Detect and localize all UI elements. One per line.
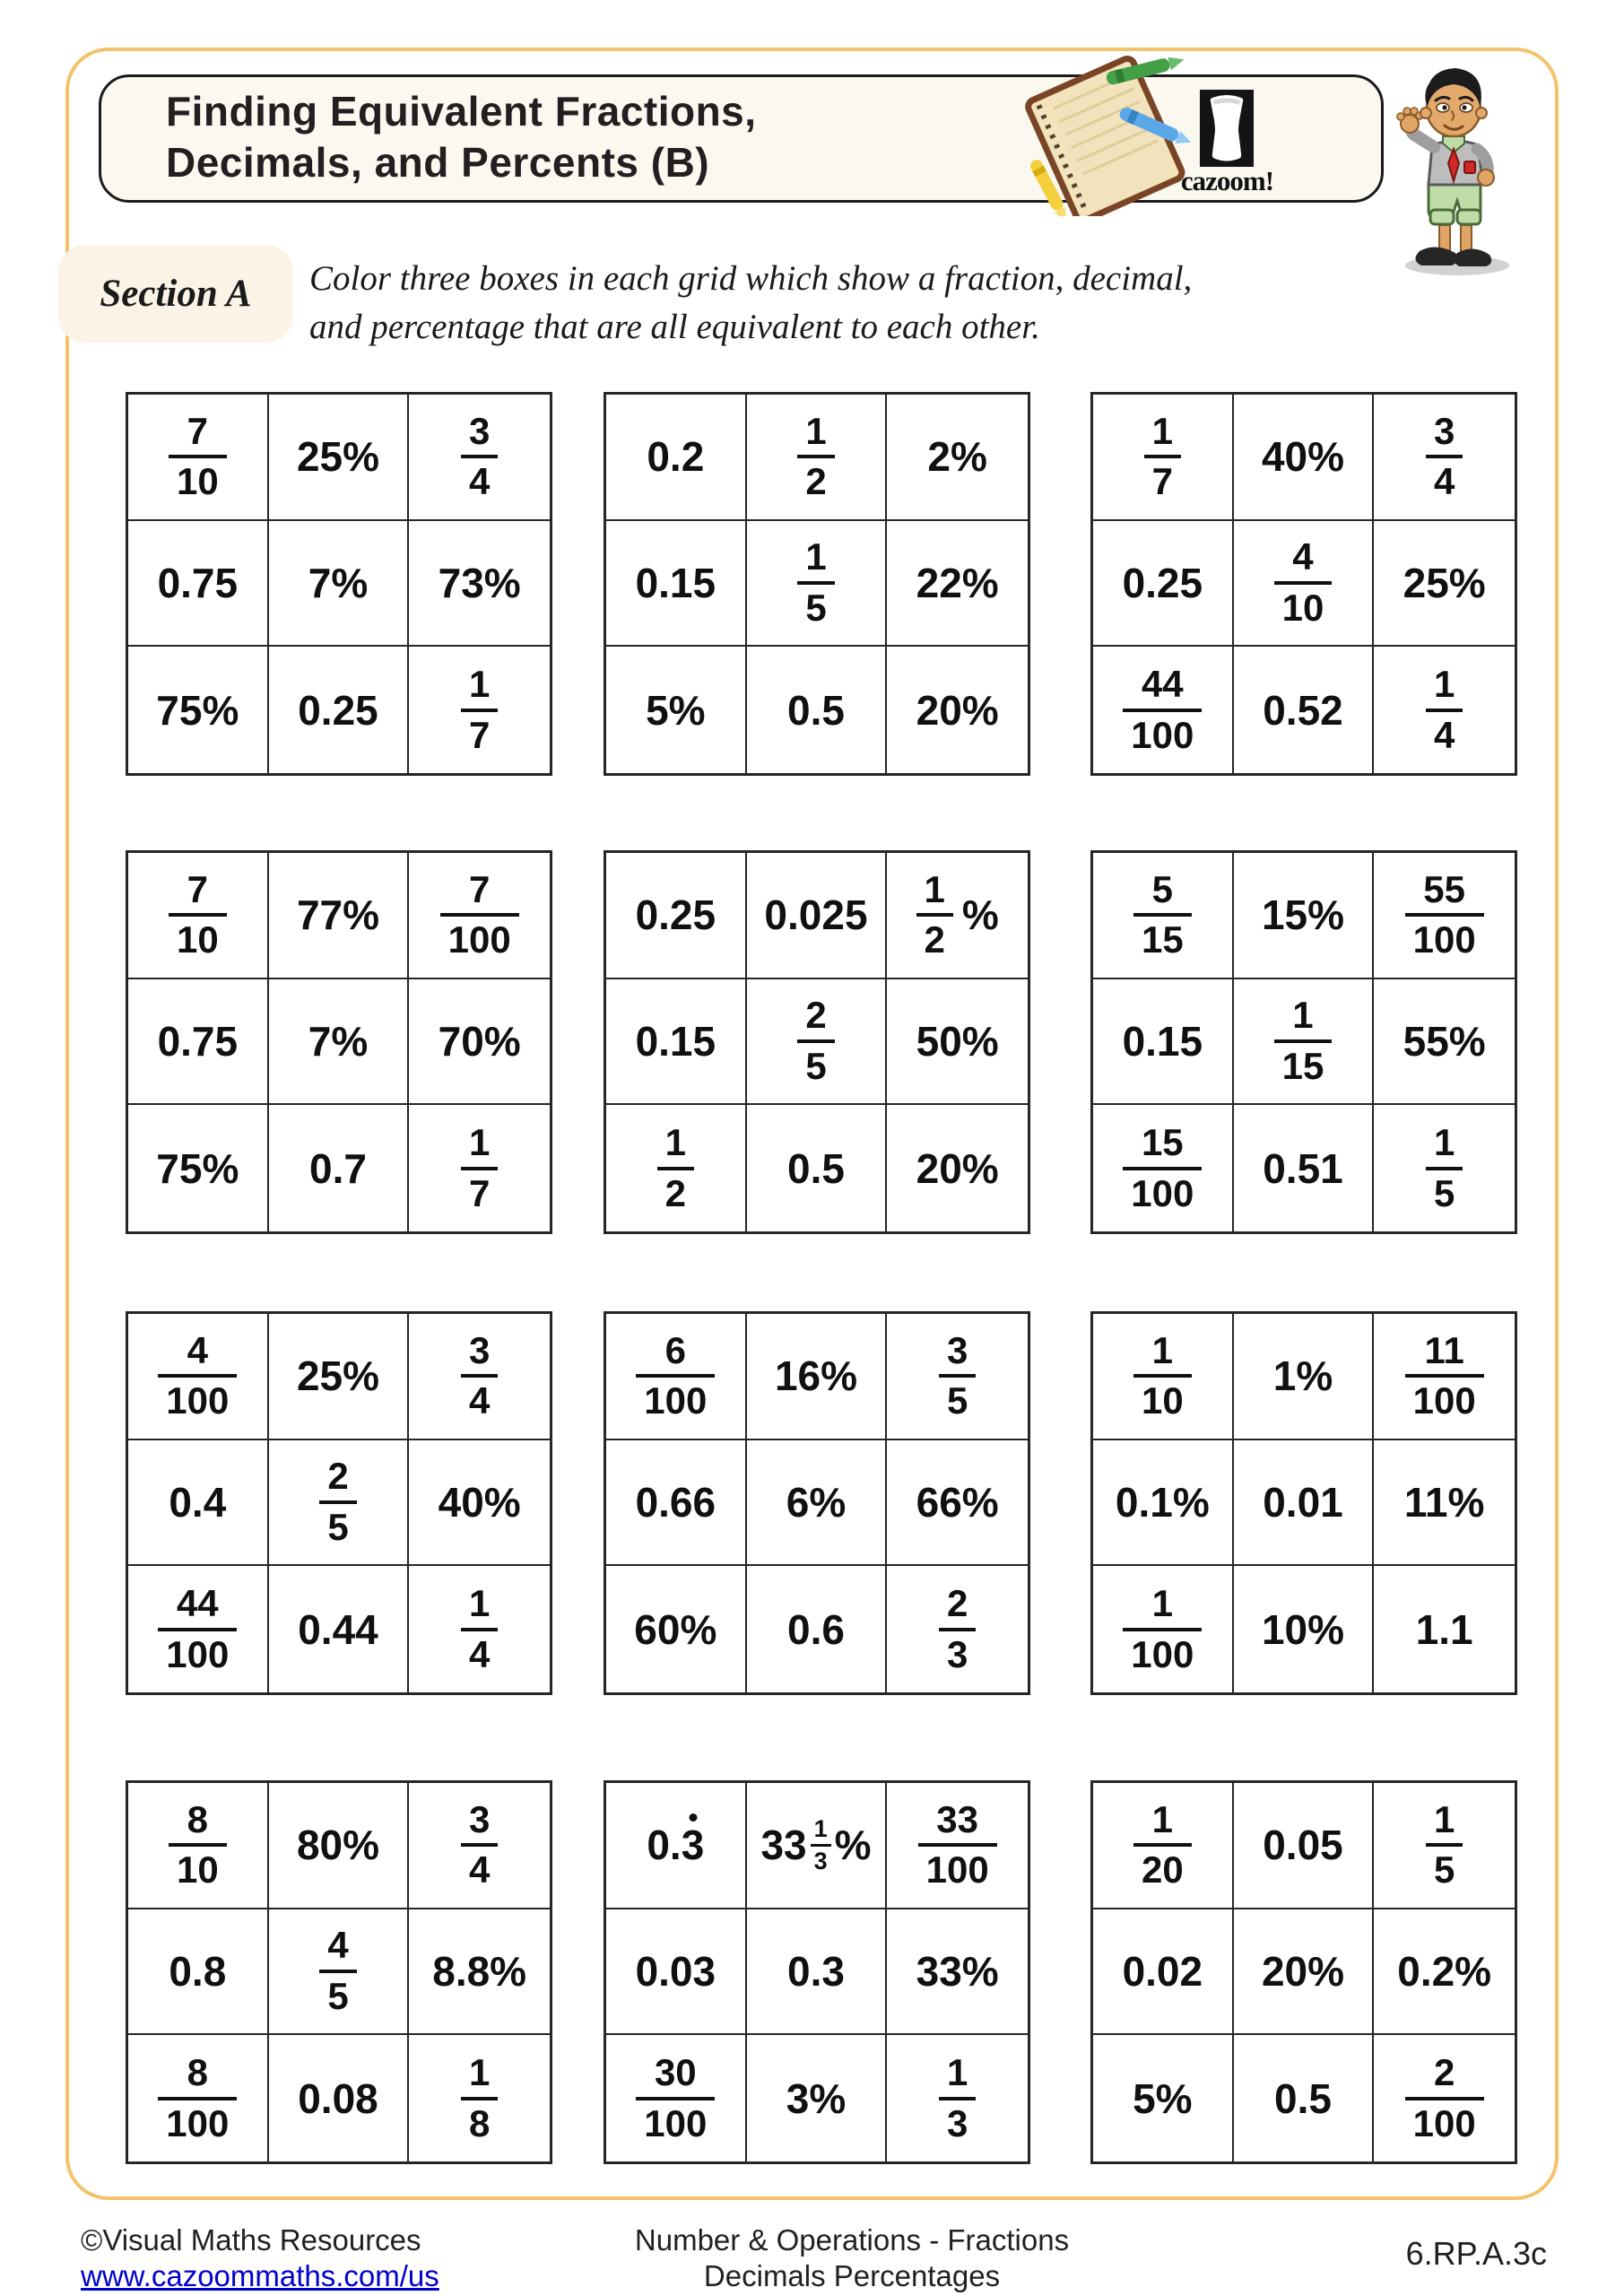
cell-value: 0.66 bbox=[635, 1478, 716, 1526]
grid-cell[interactable] bbox=[887, 1566, 1028, 1692]
cell-value: 70% bbox=[438, 1017, 521, 1065]
grid-cell[interactable] bbox=[1234, 1440, 1375, 1567]
fraction-value: $\frac{30}{100}$ bbox=[636, 2054, 715, 2144]
cell-value: 25% bbox=[296, 1352, 380, 1400]
grid-cell[interactable] bbox=[409, 521, 550, 648]
grid-cell[interactable] bbox=[409, 1909, 550, 2036]
grid-cell[interactable] bbox=[1093, 521, 1234, 648]
grid-cell[interactable] bbox=[128, 853, 269, 979]
cell-value: 2% bbox=[927, 433, 987, 481]
cell-value: 33% bbox=[916, 1947, 999, 1995]
cell-value: 0.3 bbox=[787, 1947, 845, 1995]
grid-cell[interactable] bbox=[887, 1783, 1028, 1909]
grid-cell[interactable] bbox=[128, 1783, 269, 1909]
grid-cell[interactable] bbox=[1093, 1105, 1234, 1231]
grid-cell[interactable] bbox=[887, 1440, 1028, 1567]
grid-cell[interactable] bbox=[1234, 1566, 1375, 1692]
grid-cell[interactable] bbox=[269, 1909, 410, 2036]
grid-cell[interactable] bbox=[1374, 2035, 1515, 2161]
cell-value: 0.15 bbox=[635, 1017, 716, 1065]
cell-value: 0.15 bbox=[635, 559, 716, 606]
grid-cell[interactable] bbox=[606, 979, 747, 1106]
cazoom-logo-icon bbox=[1200, 90, 1254, 167]
grid-cell[interactable] bbox=[1093, 1783, 1234, 1909]
fraction-value: $\frac{1}{3}$ bbox=[939, 2054, 976, 2144]
grid-cell[interactable] bbox=[747, 1314, 888, 1440]
fraction-value: $\frac{1}{10}$ bbox=[1133, 1332, 1192, 1422]
grid-cell[interactable] bbox=[606, 1314, 747, 1440]
grid-cell[interactable] bbox=[269, 1105, 410, 1231]
grid-cell[interactable] bbox=[887, 1314, 1028, 1440]
grid-cell[interactable] bbox=[269, 647, 410, 773]
page-title-line2: Decimals, and Percents (B) bbox=[166, 139, 710, 186]
fraction-value: $\frac{1}{15}$ bbox=[1274, 996, 1333, 1086]
cell-value: 50% bbox=[916, 1017, 999, 1065]
grid-cell[interactable] bbox=[887, 521, 1028, 648]
grid-cell[interactable] bbox=[1374, 979, 1515, 1106]
grid-cell[interactable] bbox=[747, 1105, 888, 1231]
grid-cell[interactable] bbox=[1234, 1783, 1375, 1909]
fraction-value: $\frac{3}{4}$ bbox=[461, 413, 498, 502]
section-a-label: Section A bbox=[100, 273, 252, 315]
grid-cell[interactable] bbox=[1374, 1566, 1515, 1692]
copyright-text: ©Visual Maths Resources bbox=[81, 2223, 421, 2257]
grid-cell[interactable] bbox=[606, 1909, 747, 2036]
grid-cell[interactable] bbox=[1093, 979, 1234, 1106]
cell-value: 22% bbox=[916, 559, 999, 606]
fraction-value: $\frac{11}{100}$ bbox=[1405, 1332, 1484, 1422]
fraction-value: $\frac{3}{4}$ bbox=[461, 1801, 498, 1891]
grid-cell[interactable] bbox=[887, 979, 1028, 1106]
grid-cell[interactable] bbox=[747, 853, 888, 979]
page-title bbox=[166, 86, 757, 188]
cell-value: 0.7 bbox=[309, 1144, 367, 1192]
grid-cell[interactable] bbox=[887, 853, 1028, 979]
grid-cell[interactable] bbox=[409, 1314, 550, 1440]
grid-cell[interactable] bbox=[128, 647, 269, 773]
equivalence-grid-11 bbox=[604, 1780, 1030, 2164]
cell-value: 1.1 bbox=[1415, 1605, 1473, 1653]
fraction-value: $\frac{1}{4}$ bbox=[461, 1585, 498, 1674]
cell-value: 6% bbox=[786, 1478, 847, 1526]
cell-value: 0.03 bbox=[635, 1947, 716, 1995]
grid-cell[interactable] bbox=[606, 1783, 747, 1909]
cell-value: 15% bbox=[1261, 891, 1345, 939]
boy-character-illustration bbox=[1385, 59, 1520, 279]
cell-value: 73% bbox=[438, 559, 521, 606]
grid-cell[interactable] bbox=[606, 1105, 747, 1231]
grid-cell[interactable] bbox=[128, 1566, 269, 1692]
grid-cell[interactable] bbox=[409, 979, 550, 1106]
grid-cell[interactable] bbox=[747, 395, 888, 521]
grid-cell[interactable] bbox=[1093, 1440, 1234, 1567]
cell-value: 0.02 bbox=[1122, 1947, 1203, 1995]
cell-value: 25% bbox=[296, 433, 380, 481]
cazoom-logo-wordmark: cazoom! bbox=[1180, 165, 1274, 196]
grid-cell[interactable] bbox=[747, 1783, 888, 1909]
cell-value: 40% bbox=[1261, 433, 1345, 481]
cell-value: 66% bbox=[916, 1478, 999, 1526]
grid-cell[interactable] bbox=[409, 1440, 550, 1567]
grid-cell[interactable] bbox=[409, 2035, 550, 2161]
grid-cell[interactable] bbox=[606, 521, 747, 648]
cell-value: 1% bbox=[1272, 1352, 1333, 1400]
grid-cell[interactable] bbox=[128, 2035, 269, 2161]
cell-value: 0.52 bbox=[1263, 686, 1343, 734]
cazoom-website-link[interactable]: www.cazoommaths.com/us bbox=[81, 2259, 439, 2292]
grid-cell[interactable] bbox=[1374, 1314, 1515, 1440]
page-title-line1: Finding Equivalent Fractions, bbox=[166, 88, 757, 135]
grid-cell[interactable] bbox=[269, 395, 410, 521]
mixed-number-percent-value: 33 $\frac{1}{3}$ % bbox=[760, 1814, 872, 1874]
grid-cell[interactable] bbox=[606, 647, 747, 773]
grid-cell[interactable] bbox=[269, 1566, 410, 1692]
cell-value: 0.25 bbox=[298, 686, 378, 734]
cell-value: 0.4 bbox=[169, 1478, 227, 1526]
grid-cell[interactable] bbox=[1374, 395, 1515, 521]
standard-code: 6.RP.A.3c bbox=[1405, 2235, 1547, 2272]
grid-cell[interactable] bbox=[1374, 1909, 1515, 2036]
grid-cell[interactable] bbox=[1093, 1566, 1234, 1692]
grid-cell[interactable] bbox=[128, 1909, 269, 2036]
grid-cell[interactable] bbox=[269, 979, 410, 1106]
cell-value: 7% bbox=[308, 559, 369, 606]
grid-cell[interactable] bbox=[747, 647, 888, 773]
instruction-line2: and percentage that are all equivalent to each other. bbox=[309, 308, 1040, 346]
grid-cell[interactable] bbox=[409, 1566, 550, 1692]
grid-cell[interactable] bbox=[887, 2035, 1028, 2161]
grid-cell[interactable] bbox=[269, 853, 410, 979]
cell-value: 8.8% bbox=[432, 1947, 527, 1995]
fraction-value: $\frac{7}{10}$ bbox=[169, 871, 227, 961]
fraction-value: $\frac{8}{100}$ bbox=[158, 2054, 237, 2144]
cell-value: 25% bbox=[1403, 559, 1486, 606]
cell-value: 20% bbox=[1261, 1947, 1345, 1995]
cell-value: 0.25 bbox=[1122, 559, 1203, 606]
fraction-value: $\frac{1}{20}$ bbox=[1133, 1801, 1192, 1891]
footer-topic-block bbox=[583, 2222, 1121, 2294]
fraction-value: $\frac{2}{100}$ bbox=[1405, 2054, 1484, 2144]
instruction-line1: Color three boxes in each grid which show a fraction, decimal, bbox=[309, 259, 1193, 298]
cell-value: 0.25 bbox=[635, 891, 716, 939]
cell-value: 11% bbox=[1403, 1478, 1485, 1526]
fraction-value: $\frac{1}{2}$ bbox=[657, 1124, 694, 1213]
grid-cell[interactable] bbox=[606, 853, 747, 979]
fraction-percent-value: $\frac{1}{2}$ % bbox=[916, 871, 999, 961]
grid-cell[interactable] bbox=[269, 2035, 410, 2161]
cell-value: 0.025 bbox=[764, 891, 868, 939]
cell-value: 0.75 bbox=[157, 559, 239, 606]
grid-cell[interactable] bbox=[1093, 395, 1234, 521]
grid-cell[interactable] bbox=[747, 1440, 888, 1567]
cell-value: 75% bbox=[156, 686, 239, 734]
equivalence-grid-7 bbox=[126, 1311, 552, 1695]
cell-value: 0.5 bbox=[1274, 2074, 1332, 2122]
grid-cell[interactable] bbox=[1093, 853, 1234, 979]
waving-hand bbox=[1397, 108, 1423, 133]
fraction-value: $\frac{2}{5}$ bbox=[319, 1457, 356, 1547]
grid-cell[interactable] bbox=[409, 395, 550, 521]
grid-cell[interactable] bbox=[1374, 1105, 1515, 1231]
fraction-value: $\frac{8}{10}$ bbox=[169, 1801, 227, 1891]
grid-cell[interactable] bbox=[1234, 1314, 1375, 1440]
grid-cell[interactable] bbox=[1234, 521, 1375, 648]
cell-value: 0.6 bbox=[787, 1605, 845, 1653]
cell-value: 40% bbox=[438, 1478, 521, 1526]
grid-cell[interactable] bbox=[1374, 853, 1515, 979]
fraction-value: $\frac{1}{5}$ bbox=[1426, 1124, 1463, 1213]
fraction-value: $\frac{44}{100}$ bbox=[158, 1585, 237, 1674]
grid-cell[interactable] bbox=[1374, 1440, 1515, 1567]
fraction-value: $\frac{44}{100}$ bbox=[1123, 665, 1202, 755]
equivalence-grid-10 bbox=[126, 1780, 552, 2164]
fraction-value: $\frac{7}{100}$ bbox=[440, 871, 519, 961]
section-a-badge bbox=[58, 245, 293, 343]
grid-cell[interactable] bbox=[1093, 1314, 1234, 1440]
equivalence-grid-4 bbox=[126, 850, 552, 1234]
grid-cell[interactable] bbox=[887, 1105, 1028, 1231]
grid-cell[interactable] bbox=[1234, 2035, 1375, 2161]
cell-value: 3% bbox=[786, 2074, 847, 2122]
cell-value: 0.05 bbox=[1263, 1822, 1343, 1869]
cell-value: 80% bbox=[296, 1822, 380, 1869]
fraction-value: $\frac{1}{7}$ bbox=[461, 1124, 498, 1213]
cell-value: 0.75 bbox=[157, 1017, 239, 1065]
equivalence-grid-2 bbox=[604, 392, 1030, 776]
cell-value: 0.44 bbox=[298, 1605, 378, 1653]
grid-cell[interactable] bbox=[1234, 853, 1375, 979]
cell-value: 10% bbox=[1261, 1605, 1345, 1653]
cell-value: 0.5 bbox=[787, 1144, 845, 1192]
equivalence-grid-9 bbox=[1090, 1311, 1517, 1695]
topic-line2: Decimals Percentages bbox=[703, 2259, 1001, 2292]
fraction-value: $\frac{4}{100}$ bbox=[158, 1332, 237, 1422]
fraction-value: $\frac{2}{3}$ bbox=[939, 1585, 976, 1674]
fraction-value: $\frac{1}{8}$ bbox=[461, 2054, 498, 2144]
grid-cell[interactable] bbox=[1093, 2035, 1234, 2161]
fraction-value: $\frac{1}{7}$ bbox=[461, 665, 498, 755]
grid-cell[interactable] bbox=[887, 647, 1028, 773]
fraction-value: $\frac{1}{100}$ bbox=[1123, 1585, 1202, 1674]
grid-cell[interactable] bbox=[1234, 1909, 1375, 2036]
grid-cell[interactable] bbox=[1234, 395, 1375, 521]
grid-cell[interactable] bbox=[269, 1314, 410, 1440]
grid-cell[interactable] bbox=[887, 1909, 1028, 2036]
grid-cell[interactable] bbox=[269, 521, 410, 648]
grid-cell[interactable] bbox=[1374, 521, 1515, 648]
fraction-value: $\frac{1}{4}$ bbox=[1426, 665, 1463, 755]
grid-cell[interactable] bbox=[1234, 979, 1375, 1106]
fraction-value: $\frac{1}{2}$ bbox=[916, 871, 953, 961]
cell-value: 0.01 bbox=[1263, 1478, 1343, 1526]
cell-value: 0.1% bbox=[1115, 1478, 1210, 1526]
grid-cell[interactable] bbox=[128, 1314, 269, 1440]
grid-cell[interactable] bbox=[747, 979, 888, 1106]
grid-cell[interactable] bbox=[747, 1566, 888, 1692]
footer-copyright-block bbox=[81, 2222, 439, 2294]
equivalence-grid-5 bbox=[604, 850, 1030, 1234]
fraction-value: $\frac{3}{4}$ bbox=[461, 1332, 498, 1422]
fraction-value: $\frac{1}{5}$ bbox=[1426, 1801, 1463, 1891]
grid-cell[interactable] bbox=[1093, 1909, 1234, 2036]
fraction-value: $\frac{1}{7}$ bbox=[1144, 413, 1181, 502]
grid-cell[interactable] bbox=[606, 1566, 747, 1692]
cell-value: 0.51 bbox=[1263, 1144, 1343, 1192]
fraction-value: $\frac{4}{5}$ bbox=[319, 1926, 356, 2016]
cell-value: 5% bbox=[646, 686, 706, 734]
grid-cell[interactable] bbox=[887, 395, 1028, 521]
fraction-value: $\frac{55}{100}$ bbox=[1405, 871, 1484, 961]
cell-value: 20% bbox=[916, 1144, 999, 1192]
fraction-value: $\frac{3}{5}$ bbox=[939, 1332, 976, 1422]
fraction-value: $\frac{4}{10}$ bbox=[1274, 538, 1333, 628]
grid-cell[interactable] bbox=[606, 2035, 747, 2161]
fraction-value: $\frac{1}{5}$ bbox=[797, 538, 834, 628]
cell-value: 55% bbox=[1403, 1017, 1486, 1065]
grid-cell[interactable] bbox=[269, 1783, 410, 1909]
grid-cell[interactable] bbox=[606, 395, 747, 521]
cell-value: 16% bbox=[774, 1352, 858, 1400]
grid-cell[interactable] bbox=[1234, 1105, 1375, 1231]
grid-cell[interactable] bbox=[747, 2035, 888, 2161]
fraction-value: $\frac{7}{10}$ bbox=[169, 413, 227, 502]
equivalence-grid-3 bbox=[1090, 392, 1517, 776]
equivalence-grid-8 bbox=[604, 1311, 1030, 1695]
cell-value: 60% bbox=[634, 1605, 717, 1653]
fraction-value: $\frac{15}{100}$ bbox=[1123, 1124, 1202, 1213]
cell-value: 0.5 bbox=[787, 686, 845, 734]
cell-value: 75% bbox=[156, 1144, 239, 1192]
cell-value: 0.2 bbox=[647, 433, 705, 481]
fraction-value: $\frac{6}{100}$ bbox=[636, 1332, 715, 1422]
equivalence-grid-6 bbox=[1090, 850, 1517, 1234]
cell-value: 20% bbox=[916, 686, 999, 734]
cell-value: 0.8 bbox=[169, 1947, 227, 1995]
equivalence-grid-12 bbox=[1090, 1780, 1517, 2164]
recurring-decimal-value: 0.3 bbox=[647, 1822, 705, 1869]
grid-cell[interactable] bbox=[128, 395, 269, 521]
grid-cell[interactable] bbox=[128, 521, 269, 648]
fraction-value: $\frac{3}{4}$ bbox=[1426, 413, 1463, 502]
section-a-instruction bbox=[309, 255, 1368, 352]
grid-cell[interactable] bbox=[128, 979, 269, 1106]
grid-cell[interactable] bbox=[1093, 647, 1234, 773]
cell-value: 0.08 bbox=[298, 2074, 378, 2122]
grid-cell[interactable] bbox=[747, 1909, 888, 2036]
cell-value: 0.15 bbox=[1122, 1017, 1203, 1065]
grid-cell[interactable] bbox=[409, 647, 550, 773]
grid-cell[interactable] bbox=[128, 1105, 269, 1231]
grid-cell[interactable] bbox=[747, 521, 888, 648]
fraction-value: $\frac{1}{2}$ bbox=[797, 413, 834, 502]
grid-cell[interactable] bbox=[128, 1440, 269, 1567]
grid-cell[interactable] bbox=[409, 1783, 550, 1909]
grid-cell[interactable] bbox=[606, 1440, 747, 1567]
fraction-value: $\frac{2}{5}$ bbox=[797, 996, 834, 1086]
cell-value: 0.2% bbox=[1397, 1947, 1492, 1995]
grid-cell[interactable] bbox=[269, 1440, 410, 1567]
cell-value: 5% bbox=[1133, 2074, 1193, 2122]
topic-line1: Number & Operations - Fractions bbox=[634, 2223, 1070, 2257]
grid-cell[interactable] bbox=[1234, 647, 1375, 773]
equivalence-grid-1 bbox=[126, 392, 552, 776]
fraction-value: $\frac{1}{3}$ bbox=[811, 1817, 831, 1874]
grid-cell[interactable] bbox=[1374, 647, 1515, 773]
cell-value: 7% bbox=[308, 1017, 369, 1065]
fraction-value: $\frac{5}{15}$ bbox=[1133, 871, 1192, 961]
cell-value: 77% bbox=[296, 891, 380, 939]
grid-cell[interactable] bbox=[409, 1105, 550, 1231]
grid-cell[interactable] bbox=[1374, 1783, 1515, 1909]
grid-cell[interactable] bbox=[409, 853, 550, 979]
fraction-value: $\frac{33}{100}$ bbox=[918, 1801, 997, 1891]
